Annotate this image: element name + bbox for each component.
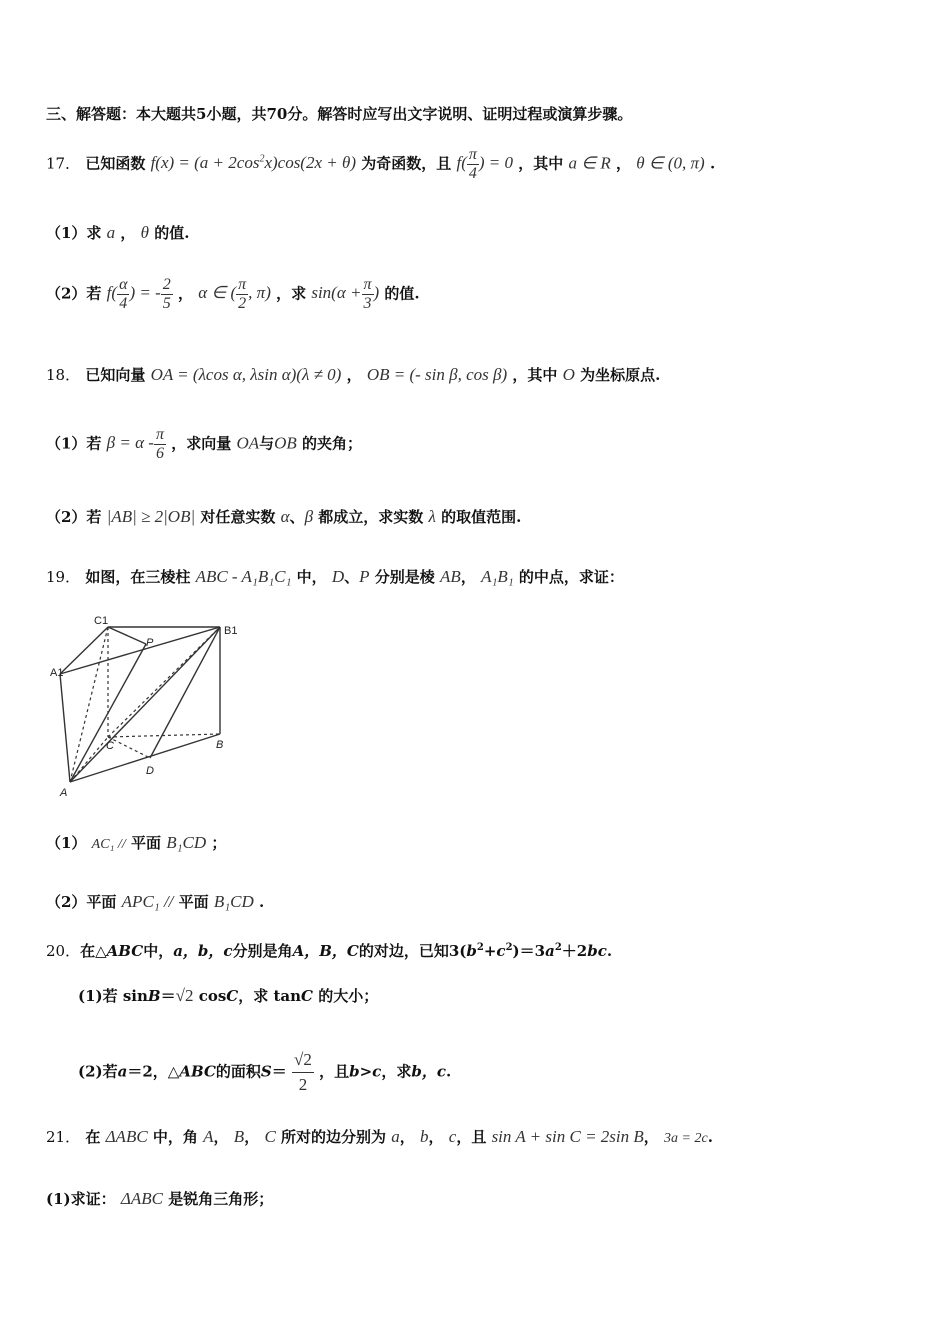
q17-p1-comma: ，: [120, 224, 136, 242]
q20-p2-fraction: $\frac{√2}{2}$: [294, 1050, 312, 1094]
q20-number: 20．: [46, 942, 81, 960]
q20-p2-a: a: [117, 1062, 128, 1081]
q19-point-p: P: [359, 567, 370, 586]
q17-p1-theta: θ: [140, 223, 150, 242]
q21-text-4: ，且: [456, 1128, 487, 1146]
q19-p2-end: .: [259, 893, 265, 911]
q19-text-1: 如图，在三棱柱: [85, 568, 191, 586]
edge-a1-a: [60, 674, 70, 782]
q21-side-c: c: [448, 1127, 457, 1146]
hidden-line-c-d: [108, 737, 150, 758]
q21-c3: ，: [399, 1128, 415, 1146]
q20-p2-bc: b，c: [411, 1062, 446, 1081]
q21-c1: ，: [213, 1128, 229, 1146]
q17-part-1: [46, 222, 189, 243]
q19-p1-text: 平面: [130, 834, 161, 852]
q21-number: 21．: [46, 1128, 81, 1146]
q20-p2-eq2: ＝: [271, 1062, 287, 1081]
q19-p2-plane: B₁CD: [213, 892, 254, 911]
q19-point-d: D: [331, 567, 345, 586]
q18-formula-oa: OA = (λcos α, λsin α)(λ ≠ 0): [150, 365, 342, 384]
q18-p1-formula: β = α - $\frac{\pi}{6}$: [106, 426, 164, 462]
q19-stem: [46, 566, 624, 587]
q18-p2-end: 的取值范围.: [441, 508, 522, 526]
q17-formula-f: $f(x) = (a + 2\cos^2x)\cos(2x + \theta)$: [150, 153, 356, 173]
q20-p2-ineq: b>c: [349, 1062, 382, 1081]
q21-side-b: b: [420, 1127, 429, 1146]
q17-comma: ，: [615, 154, 631, 173]
q21-angle-c: C: [264, 1127, 276, 1146]
q21-formula-sin: sin A + sin C = 2sin B: [491, 1127, 644, 1146]
q19-p2-formula: APC₁ //: [121, 892, 174, 911]
q17-formula-theta: θ ∈ (0, π): [636, 153, 705, 173]
q17-p2-formula-range: α ∈ ( $\frac{\pi}{2}$ , π): [198, 276, 271, 312]
q17-period: .: [709, 154, 716, 173]
q17-p2-end: 的值.: [384, 284, 420, 303]
q18-p1-label: （1）若: [46, 434, 102, 453]
q19-edge-a1b1: A₁B₁: [481, 567, 514, 586]
q21-text-3: 所对的边分别为: [281, 1128, 387, 1146]
q17-text-3: ，其中: [518, 154, 564, 173]
q20-p1-sqrt2: √2: [175, 986, 194, 1005]
q19-p1-end: ；: [211, 834, 227, 852]
q18-formula-ob: OB = (- sin β, cos β): [366, 365, 508, 384]
q20-angles: A，B，C: [292, 942, 359, 960]
q18-number: 18．: [46, 366, 81, 384]
q20-p2-text-2: ，且: [319, 1062, 350, 1081]
q18-p2-lambda: λ: [428, 507, 436, 526]
q20-a: a: [545, 942, 555, 960]
q21-c4: ，: [428, 1128, 444, 1146]
q19-comma: ，: [460, 568, 476, 586]
q18-text-2: ，其中: [512, 366, 558, 384]
q19-sep: 、: [344, 568, 360, 586]
q18-part-2: [46, 506, 521, 527]
q21-text-2: 中，角: [152, 1128, 198, 1146]
q20-period: .: [606, 942, 613, 960]
q19-text-4: 的中点，求证：: [518, 568, 624, 586]
q17-p1-end: 的值.: [154, 224, 190, 242]
q17-part-2: [46, 276, 420, 313]
q20-plus: +: [483, 942, 497, 960]
q17-p1-a: a: [106, 223, 116, 242]
q18-p2-formula: |AB| ≥ 2|OB|: [106, 507, 196, 526]
label-c: C: [106, 740, 114, 752]
q21-angle-b: B: [233, 1127, 245, 1146]
label-a: A: [60, 787, 68, 799]
q21-p1-label: (1)求证：: [46, 1190, 116, 1208]
q18-p1-and: 与: [259, 434, 275, 453]
q17-p1-label: （1）求: [46, 224, 102, 242]
q21-c5: ，: [643, 1128, 659, 1146]
q20-sides: a，b，c: [173, 942, 233, 960]
q20-text-5: )＝3: [512, 942, 546, 960]
q18-p2-beta: β: [304, 507, 314, 526]
q20-text-1: 在△: [80, 942, 107, 960]
q18-p2-text-2: 都成立，求实数: [318, 508, 424, 526]
q21-p1-end: 是锐角三角形；: [168, 1190, 274, 1208]
q19-edge-ab: AB: [440, 567, 461, 586]
q20-p2-end: .: [445, 1062, 452, 1081]
prism-figure: [48, 612, 248, 802]
q20-p1-b: B: [147, 987, 161, 1005]
section-header: [46, 103, 632, 124]
q20-abc: ABC: [106, 942, 144, 960]
q18-text-3: 为坐标原点.: [580, 366, 661, 384]
q19-part-2: [46, 891, 264, 912]
q21-formula-ratio: 3a = 2c: [664, 1131, 708, 1146]
label-p: P: [146, 637, 154, 649]
q17-number: 17．: [46, 154, 81, 173]
q20-c: c: [496, 942, 506, 960]
q19-p1-plane: B₁CD: [166, 833, 207, 852]
label-c1: C1: [94, 615, 109, 627]
q19-part-1: [46, 832, 226, 853]
q21-triangle: ΔABC: [105, 1127, 148, 1146]
q18-p1-oa: OA: [236, 433, 260, 453]
q20-part-2: [78, 1048, 451, 1097]
q18-p2-alpha: α: [280, 507, 290, 526]
q20-p1-end: 的大小；: [318, 987, 379, 1005]
q20-part-1: [78, 985, 378, 1006]
section-header-text: 三、解答题：本大题共5小题，共70分。解答时应写出文字说明、证明过程或演算步骤。: [46, 105, 633, 123]
q20-bc: bc: [587, 942, 607, 960]
q20-stem: 20．在△ABC中，a，b，c分别是角A，B，C的对边，已知$3(b^2+c^2)=3a^2+2bc$.: [46, 942, 613, 960]
q19-p2-label: （2）平面: [46, 893, 117, 911]
q21-c2: ，: [244, 1128, 260, 1146]
line-c1-p: [108, 627, 146, 644]
q20-b: b: [466, 942, 477, 960]
q18-part-1: [46, 426, 362, 463]
hidden-edge-c-b: [108, 734, 220, 737]
q20-p2-eq: ＝2，△: [127, 1062, 180, 1081]
q20-p1-c2: C: [301, 987, 313, 1005]
q17-p2-label: （2）若: [46, 284, 102, 303]
q21-text-1: 在: [85, 1128, 101, 1146]
q20-p1-cos: cos: [198, 987, 227, 1005]
q19-text-2: 中，: [296, 568, 327, 586]
q18-p2-label: （2）若: [46, 508, 102, 526]
q20-p2-label: (2)若: [78, 1062, 118, 1081]
q20-p1-eq: ＝: [160, 987, 176, 1005]
q17-formula-condition: f( $\frac{\pi}{4}$ ) = 0: [456, 146, 514, 182]
label-a1: A1: [50, 667, 64, 679]
q20-p1-text: ，求 tan: [238, 987, 302, 1005]
q21-p1-triangle: ΔABC: [120, 1189, 163, 1208]
q18-p1-end: 的夹角；: [302, 434, 363, 453]
q18-origin: O: [562, 365, 575, 384]
q20-text-2: 中，: [143, 942, 174, 960]
q17-p2-ask: ，求: [276, 284, 307, 303]
q20-p2-s: S: [260, 1062, 272, 1081]
q18-comma: ，: [346, 366, 362, 384]
q20-text-3: 分别是角: [232, 942, 293, 960]
q18-text-1: 已知向量: [85, 366, 146, 384]
q20-text-6: ＋2: [561, 942, 588, 960]
q21-side-a: a: [391, 1127, 400, 1146]
label-b1: B1: [224, 625, 238, 637]
q17-p2-formula-f: f( $\frac{\alpha}{4}$ ) = - $\frac{2}{5}$: [106, 276, 171, 312]
line-a-b1: [70, 627, 220, 782]
q21-part-1: [46, 1188, 273, 1209]
q18-stem: [46, 364, 660, 385]
q20-text-4: 的对边，已知3(: [358, 942, 467, 960]
q17-stem: [46, 146, 715, 183]
q19-p1-label: （1）: [46, 834, 87, 852]
q17-p2-formula-sin: sin(α + $\frac{\pi}{3}$ ): [311, 276, 380, 312]
q19-text-3: 分别是棱: [374, 568, 435, 586]
q21-stem: [46, 1126, 713, 1147]
q20-p2-abc: ABC: [179, 1062, 216, 1081]
q19-formula-prism: ABC - A₁B₁C₁: [195, 567, 292, 586]
q21-period: .: [707, 1128, 713, 1146]
q17-p2-comma: ，: [178, 284, 194, 303]
q20-p2-text-3: ，求: [381, 1062, 412, 1081]
label-d: D: [146, 765, 154, 777]
q19-p2-text: 平面: [178, 893, 209, 911]
q18-p1-ob: OB: [274, 433, 297, 453]
q17-formula-a: a ∈ R: [568, 153, 611, 173]
q20-p1-label: (1)若 sin: [78, 987, 148, 1005]
q20-p2-text: 的面积: [215, 1062, 261, 1081]
label-b: B: [216, 739, 224, 751]
q19-number: 19．: [46, 568, 81, 586]
q21-angle-a: A: [203, 1127, 214, 1146]
q17-text-1: 已知函数: [85, 154, 146, 173]
q18-p1-text: ，求向量: [171, 434, 232, 453]
q18-p2-sep: 、: [289, 508, 305, 526]
q17-text-2: 为奇函数，且: [361, 154, 452, 173]
line-d-b1: [150, 627, 220, 758]
q19-p1-formula: AC₁ //: [91, 837, 126, 852]
q18-p2-text-1: 对任意实数: [200, 508, 276, 526]
q20-p1-c: C: [226, 987, 239, 1005]
